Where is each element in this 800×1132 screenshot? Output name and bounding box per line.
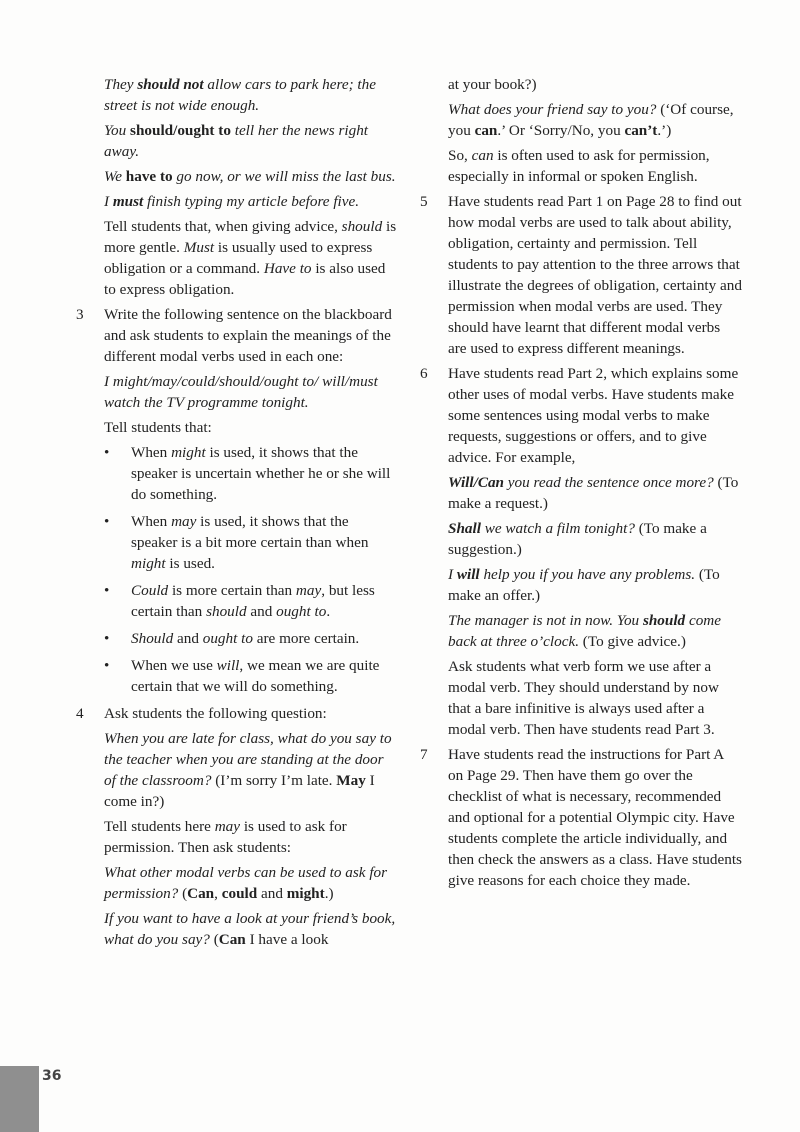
example-sentence: We have to go now, or we will miss the last bus. (104, 168, 396, 185)
step-5-instruction: Have students read Part 1 on Page 28 to find out how modal verbs are used to talk about ability, obligation, certainty and permission. Tell students to pay attention to the three arrows that illustrate the degrees of obligation, certainty and permission when modal verbs are used. They should have learnt that different modal verbs are used to express different meanings. (448, 193, 742, 357)
advice-note: Tell students that, when giving advice, should is more gentle. Must is usually used to express obligation or a command. Have to is also used to express obligation. (104, 218, 397, 298)
bullet-list (104, 442, 398, 697)
paragraph: So, can is often used to ask for permission, especially in informal or spoken English. (448, 147, 710, 185)
paragraph: What other modal verbs can be used to ask for permission? (Can, could and might.) (104, 864, 388, 902)
paragraph: If you want to have a look at your friend’s book, what do you say? (Can I have a look (104, 910, 396, 948)
step-6-instruction: Have students read Part 2, which explains some other uses of modal verbs. Have students make some sentences using modal verbs to make requests, suggestions or offers, and to give advice. For example, (448, 365, 739, 466)
step-number: 6 (420, 365, 428, 382)
paragraph: When you are late for class, what do you say to the teacher when you are standing at the door of the classroom? (I’m sorry I’m late. May I come in?) (104, 730, 392, 810)
list-item (104, 442, 398, 505)
paragraph: at your book?) (448, 76, 537, 93)
list-item-text: Could is more certain than may, but less certain than should and ought to. (131, 582, 375, 620)
list-item (104, 580, 398, 622)
example-sentence: Shall we watch a film tonight? (To make a suggestion.) (448, 520, 707, 558)
bullet-icon: • (104, 444, 110, 461)
step-3-instruction: Write the following sentence on the blackboard and ask students to explain the meanings of the different modal verbs used in each one: (104, 306, 392, 365)
list-item (104, 628, 398, 649)
paragraph: Ask students what verb form we use after a modal verb. They should understand by now that a bare infinitive is always used after a modal verb. Then have students read Part 3. (448, 658, 719, 738)
right-column (420, 74, 742, 895)
example-sentence: You should/ought to tell her the news right away. (104, 122, 369, 160)
list-item-text: When may is used, it shows that the speaker is a bit more certain than when might is used. (131, 513, 369, 572)
example-sentence: Will/Can you read the sentence once more? (To make a request.) (448, 474, 739, 512)
paragraph: Tell students here may is used to ask for permission. Then ask students: (104, 818, 347, 856)
step-6 (420, 363, 742, 740)
example-sentence: I will help you if you have any problems. (To make an offer.) (448, 566, 720, 604)
list-item-text: Should and ought to are more certain. (131, 630, 360, 647)
step-7-instruction: Have students read the instructions for Part A on Page 29. Then have them go over the checklist of what is necessary, recommended and optional for a potential Olympic city. Have students complete the article individually, and then check the answers as a class. Have students give reasons for each choice they made. (448, 746, 742, 889)
list-item (104, 511, 398, 574)
list-item (104, 655, 398, 697)
step-4-instruction: Ask students the following question: (104, 705, 327, 722)
list-item-text: When we use will, we mean we are quite certain that we will do something. (131, 657, 380, 695)
step-4 (76, 703, 398, 950)
step-3 (76, 304, 398, 438)
step-number: 4 (76, 705, 84, 722)
left-column (76, 74, 398, 954)
example-sentence: They should not allow cars to park here; the street is not wide enough. (104, 76, 376, 114)
example-sentence: I must finish typing my article before five. (104, 193, 360, 210)
step-3-tell: Tell students that: (104, 419, 212, 436)
bullet-icon: • (104, 513, 110, 530)
bullet-icon: • (104, 630, 110, 647)
step-number: 5 (420, 193, 428, 210)
step-7 (420, 744, 742, 891)
step-number: 3 (76, 306, 84, 323)
example-sentence: The manager is not in now. You should come back at three o’clock. (To give advice.) (448, 612, 721, 650)
page-tab (0, 1066, 39, 1132)
list-item-text: When might is used, it shows that the speaker is uncertain whether he or she will do something. (131, 444, 391, 503)
step-5 (420, 191, 742, 359)
example-sentence: I might/may/could/should/ought to/ will/must watch the TV programme tonight. (104, 373, 378, 411)
bullet-icon: • (104, 657, 110, 674)
paragraph: What does your friend say to you? (‘Of course, you can.’ Or ‘Sorry/No, you can’t.’) (448, 101, 734, 139)
page-number: 36 (42, 1068, 62, 1084)
bullet-icon: • (104, 582, 110, 599)
step-number: 7 (420, 746, 428, 763)
